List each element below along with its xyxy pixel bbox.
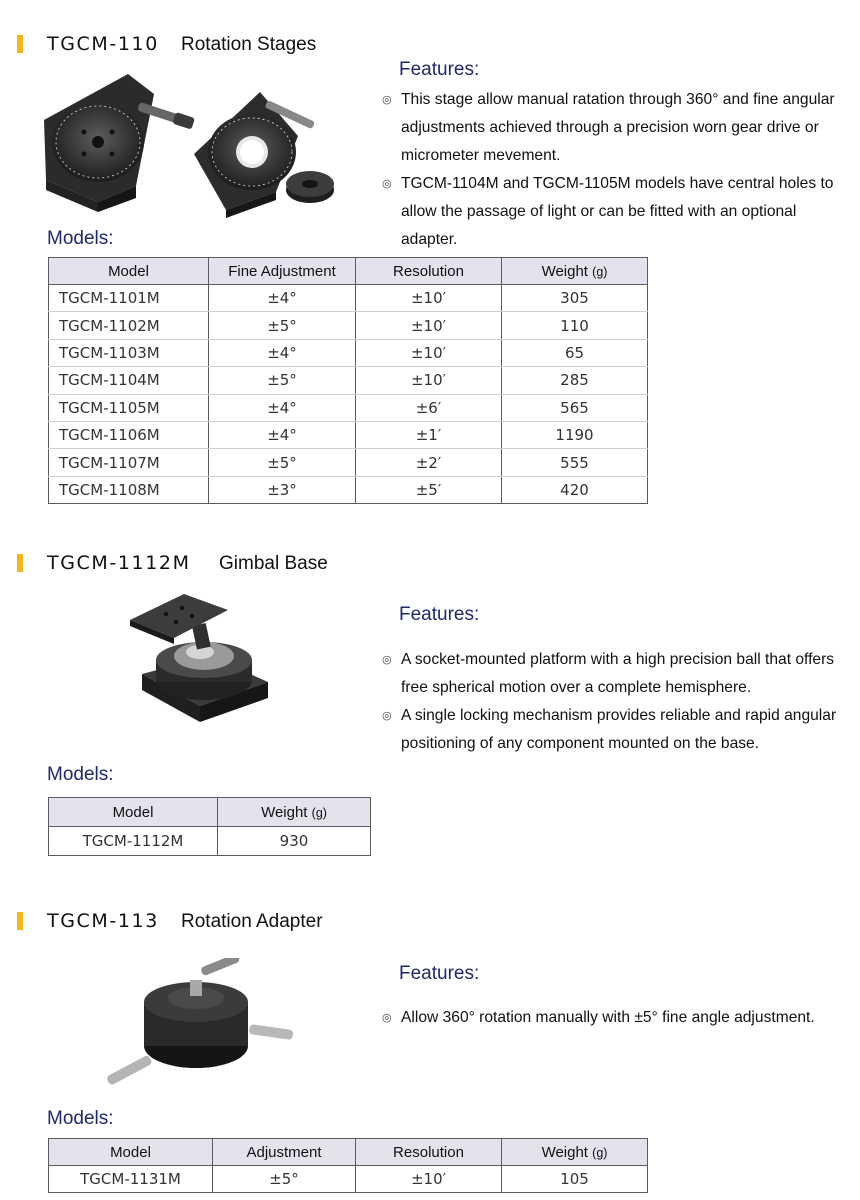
table-cell: TGCM-1106M <box>49 421 209 448</box>
table-row <box>49 827 371 856</box>
table-cell: 305 <box>502 285 648 312</box>
feature-item: ◎ A socket-mounted platform with a high precision ball that offers free spherical motion over a complete hemisphere. <box>382 646 857 702</box>
feature-item: ◎ This stage allow manual ratation through 360° and fine angular adjustments achieved through a precision worn gear drive or micrometer mevement. <box>382 86 852 170</box>
table-cell: TGCM-1131M <box>49 1166 213 1193</box>
section-code: TGCM-113 <box>47 910 159 932</box>
section-accent-bar <box>17 554 23 572</box>
table-cell: ±10′ <box>356 285 502 312</box>
table-row <box>49 1166 648 1193</box>
bullet-circle-icon: ◎ <box>382 1012 392 1024</box>
table-cell: TGCM-1112M <box>49 827 218 856</box>
column-header: Weight (g) <box>502 258 648 285</box>
table-cell: ±5° <box>213 1166 356 1193</box>
models-table <box>48 257 648 504</box>
table-cell: ±4° <box>209 394 356 421</box>
bullet-circle-icon: ◎ <box>382 178 392 190</box>
table-row <box>49 394 648 421</box>
table-row <box>49 367 648 394</box>
table-cell: ±3° <box>209 476 356 503</box>
table-cell: TGCM-1103M <box>49 339 209 366</box>
column-header: Resolution <box>356 1139 502 1166</box>
product-image-rotation-adapter <box>100 958 300 1088</box>
table-cell: 285 <box>502 367 648 394</box>
table-header-row <box>49 798 371 827</box>
table-cell: 105 <box>502 1166 648 1193</box>
table-cell: 555 <box>502 449 648 476</box>
models-table <box>48 797 371 856</box>
product-image-rotation-stages <box>36 62 356 222</box>
table-cell: ±5° <box>209 367 356 394</box>
table-cell: ±1′ <box>356 421 502 448</box>
table-cell: TGCM-1108M <box>49 476 209 503</box>
column-header: Model <box>49 1139 213 1166</box>
table-cell: TGCM-1102M <box>49 312 209 339</box>
table-cell: 110 <box>502 312 648 339</box>
table-cell: ±5° <box>209 449 356 476</box>
feature-item: ◎ A single locking mechanism provides reliable and rapid angular positioning of any component mounted on the base. <box>382 702 857 758</box>
table-cell: ±4° <box>209 339 356 366</box>
table-cell: 65 <box>502 339 648 366</box>
table-cell: TGCM-1101M <box>49 285 209 312</box>
column-header: Model <box>49 258 209 285</box>
bullet-circle-icon: ◎ <box>382 94 392 106</box>
table-cell: TGCM-1105M <box>49 394 209 421</box>
models-heading: Models: <box>47 764 114 785</box>
table-row <box>49 476 648 503</box>
product-image-gimbal-base <box>126 590 276 740</box>
bullet-circle-icon: ◎ <box>382 654 392 666</box>
features-list <box>382 86 852 254</box>
section-accent-bar <box>17 35 23 53</box>
section-title: Gimbal Base <box>219 553 328 574</box>
models-table <box>48 1138 648 1193</box>
table-row <box>49 449 648 476</box>
table-cell: TGCM-1104M <box>49 367 209 394</box>
table-header-row <box>49 258 648 285</box>
table-cell: ±5′ <box>356 476 502 503</box>
section-title: Rotation Adapter <box>181 911 323 932</box>
column-header: Weight (g) <box>218 798 371 827</box>
section-accent-bar <box>17 912 23 930</box>
features-list <box>382 1004 860 1032</box>
table-header-row <box>49 1139 648 1166</box>
feature-item: ◎ TGCM-1104M and TGCM-1105M models have central holes to allow the passage of light or can be fitted with an optional adapter. <box>382 170 852 254</box>
features-list <box>382 646 857 758</box>
column-header: Resolution <box>356 258 502 285</box>
table-cell: 930 <box>218 827 371 856</box>
table-row <box>49 339 648 366</box>
table-cell: ±2′ <box>356 449 502 476</box>
table-cell: 565 <box>502 394 648 421</box>
table-cell: ±10′ <box>356 339 502 366</box>
section-code: TGCM-1112M <box>47 552 191 574</box>
section-code: TGCM-110 <box>47 33 159 55</box>
table-cell: 420 <box>502 476 648 503</box>
models-heading: Models: <box>47 228 114 249</box>
table-cell: ±6′ <box>356 394 502 421</box>
table-cell: TGCM-1107M <box>49 449 209 476</box>
table-cell: ±4° <box>209 421 356 448</box>
models-heading: Models: <box>47 1108 114 1129</box>
column-header: Model <box>49 798 218 827</box>
features-heading: Features: <box>399 963 480 984</box>
table-cell: 1190 <box>502 421 648 448</box>
features-heading: Features: <box>399 604 480 625</box>
feature-item: ◎ Allow 360° rotation manually with ±5° fine angle adjustment. <box>382 1004 860 1032</box>
column-header: Weight (g) <box>502 1139 648 1166</box>
table-row <box>49 312 648 339</box>
features-heading: Features: <box>399 59 480 80</box>
bullet-circle-icon: ◎ <box>382 710 392 722</box>
table-cell: ±10′ <box>356 1166 502 1193</box>
table-cell: ±10′ <box>356 312 502 339</box>
table-cell: ±5° <box>209 312 356 339</box>
section-title: Rotation Stages <box>181 34 317 55</box>
table-cell: ±10′ <box>356 367 502 394</box>
table-cell: ±4° <box>209 285 356 312</box>
column-header: Adjustment <box>213 1139 356 1166</box>
table-row <box>49 421 648 448</box>
column-header: Fine Adjustment <box>209 258 356 285</box>
table-row <box>49 285 648 312</box>
